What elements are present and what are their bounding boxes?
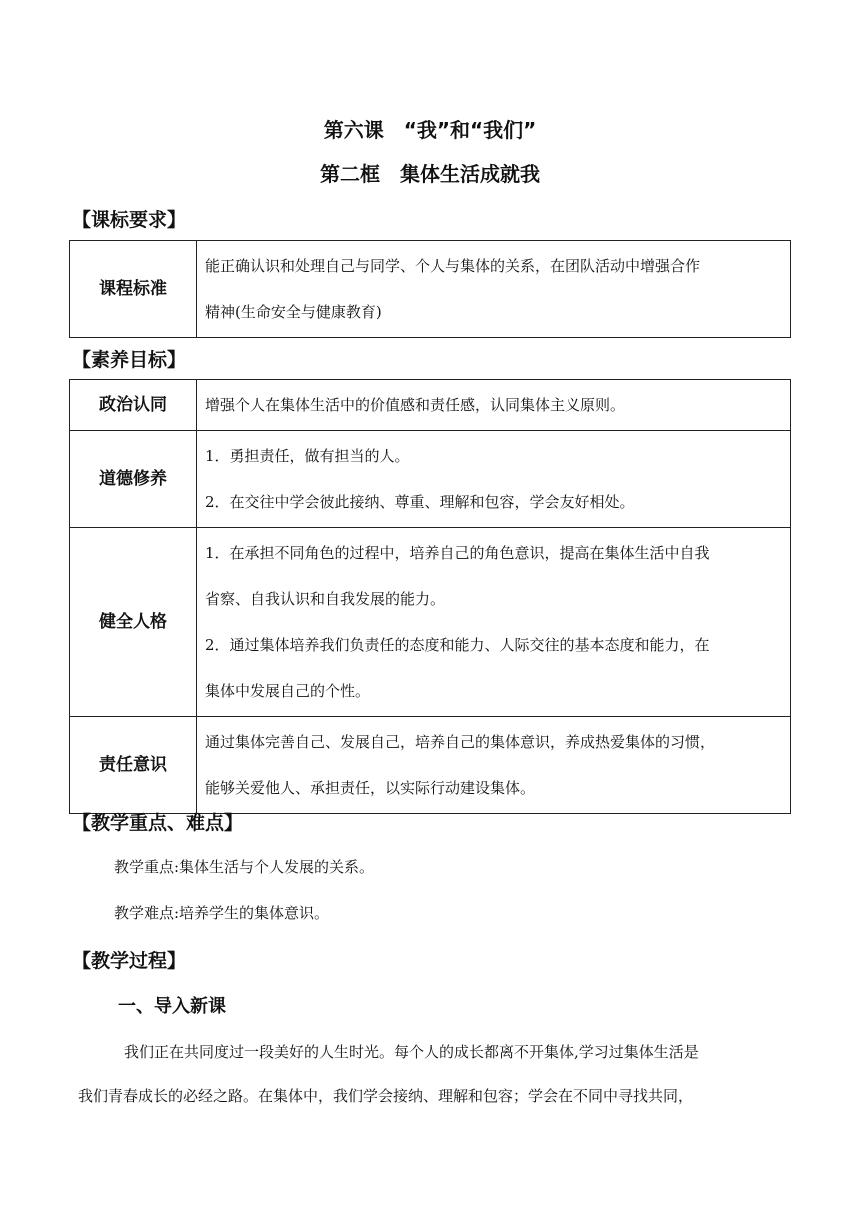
lesson-title: 第六课 “我”和“我们”	[323, 118, 537, 142]
text-line: 能正确认识和处理自己与同学、个人与集体的关系，在团队活动中增强合作	[205, 257, 701, 275]
section-process-heading: 【教学过程】	[72, 950, 187, 972]
text-line: 1．在承担不同角色的过程中，培养自己的角色意识，提高在集体生活中自我	[205, 544, 710, 562]
table-row	[70, 431, 791, 528]
difficult-point-text: 教学难点:培养学生的集体意识。	[114, 904, 330, 922]
text-line: 能够关爱他人、承担责任，以实际行动建设集体。	[205, 779, 536, 797]
section-key-points-heading: 【教学重点、难点】	[72, 812, 244, 834]
curriculum-label: 课程标准	[70, 241, 197, 338]
table-row	[70, 528, 791, 717]
frame-title: 第二框 集体生活成就我	[320, 162, 540, 186]
literacy-label: 道德修养	[70, 431, 197, 528]
text-line: 1．勇担责任，做有担当的人。	[205, 447, 410, 465]
intro-paragraph-line: 我们青春成长的必经之路。在集体中，我们学会接纳、理解和包容；学会在不同中寻找共同，	[78, 1087, 694, 1105]
curriculum-table	[69, 240, 791, 338]
intro-heading: 一、导入新课	[118, 996, 226, 1017]
literacy-label: 健全人格	[70, 528, 197, 717]
literacy-content	[197, 528, 791, 717]
section-curriculum-heading: 【课标要求】	[72, 209, 187, 231]
text-line: 2．通过集体培养我们负责任的态度和能力、人际交往的基本态度和能力，在	[205, 636, 710, 654]
intro-paragraph-line: 我们正在共同度过一段美好的人生时光。每个人的成长都离不开集体,学习过集体生活是	[124, 1043, 699, 1061]
curriculum-content	[197, 241, 791, 338]
text-line: 精神(生命安全与健康教育)	[205, 303, 382, 321]
text-line: 增强个人在集体生活中的价值感和责任感，认同集体主义原则。	[205, 396, 626, 414]
table-row	[70, 241, 791, 338]
literacy-label: 责任意识	[70, 717, 197, 814]
literacy-content	[197, 380, 791, 431]
key-point-text: 教学重点:集体生活与个人发展的关系。	[114, 858, 375, 876]
literacy-label: 政治认同	[70, 380, 197, 431]
text-line: 通过集体完善自己、发展自己，培养自己的集体意识，养成热爱集体的习惯，	[205, 733, 716, 751]
text-line: 集体中发展自己的个性。	[205, 682, 371, 700]
literacy-table	[69, 379, 791, 814]
section-literacy-heading: 【素养目标】	[72, 349, 187, 371]
text-line: 2．在交往中学会彼此接纳、尊重、理解和包容，学会友好相处。	[205, 493, 635, 511]
table-row	[70, 717, 791, 814]
literacy-content	[197, 717, 791, 814]
table-row	[70, 380, 791, 431]
literacy-content	[197, 431, 791, 528]
text-line: 省察、自我认识和自我发展的能力。	[205, 590, 446, 608]
